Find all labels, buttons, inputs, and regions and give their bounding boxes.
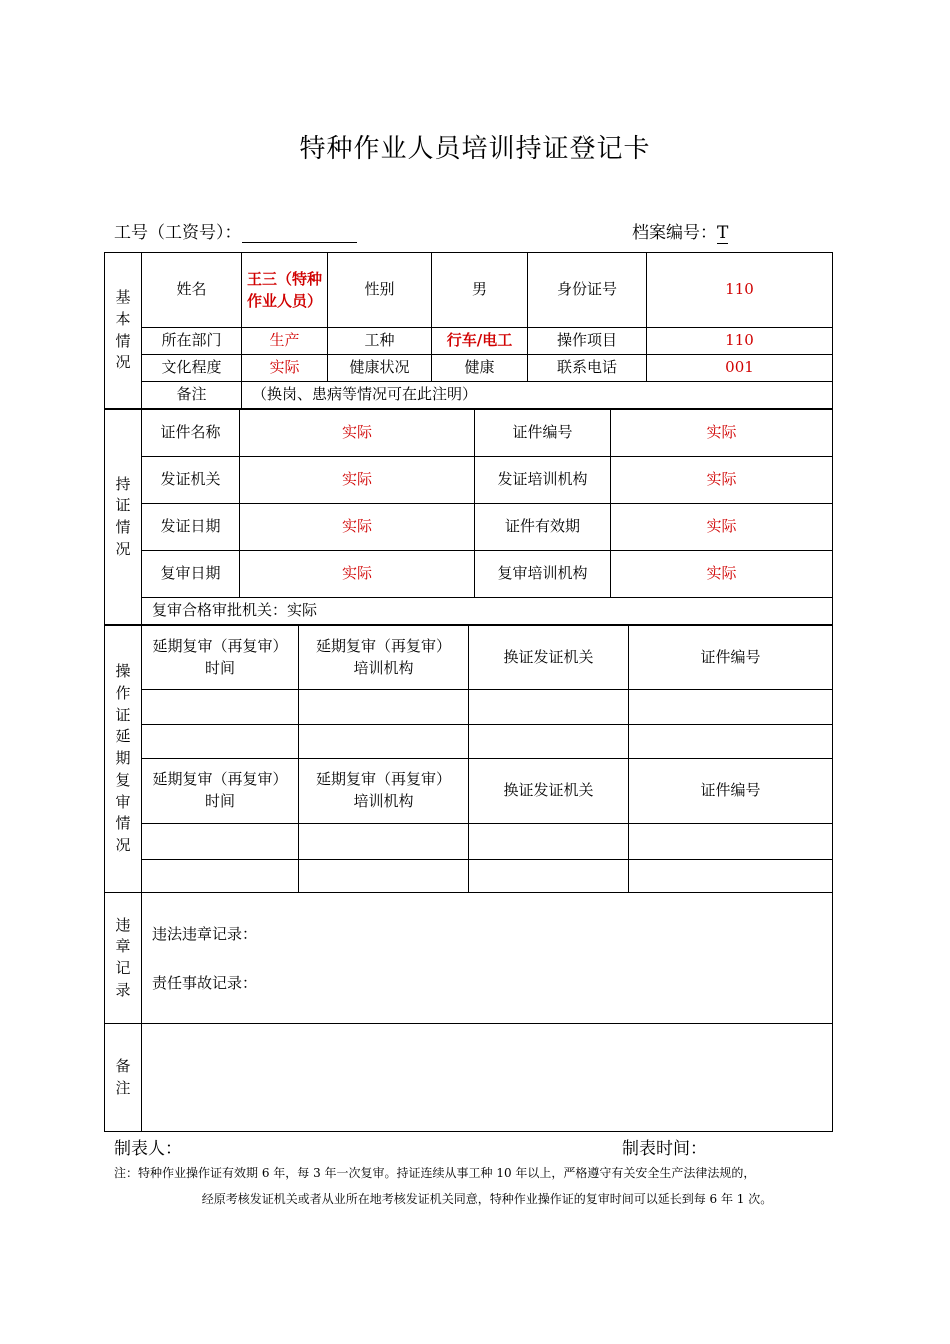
work-number-field — [114, 218, 357, 243]
health-label: 健康状况 — [328, 355, 432, 382]
extension-cell[interactable] — [469, 725, 629, 759]
extension-cell[interactable] — [299, 725, 469, 759]
name-value[interactable]: 王三（特种作业人员） — [242, 253, 328, 328]
remark-label: 备注 — [142, 382, 242, 409]
review-org-value[interactable]: 实际 — [611, 551, 833, 598]
accident-record-label: 责任事故记录： — [152, 974, 258, 992]
work-number-value[interactable] — [242, 222, 357, 243]
review-org-label: 复审培训机构 — [475, 551, 611, 598]
department-label: 所在部门 — [142, 328, 242, 355]
gender-value[interactable]: 男 — [432, 253, 528, 328]
cert-number-label: 证件编号 — [475, 410, 611, 457]
cert-number-value[interactable]: 实际 — [611, 410, 833, 457]
name-label: 姓名 — [142, 253, 242, 328]
violation-section-label: 违 章 记 录 — [105, 893, 142, 1024]
file-number-field — [632, 218, 728, 244]
gender-label: 性别 — [328, 253, 432, 328]
file-number-label: 档案编号： — [632, 223, 717, 243]
trade-label: 工种 — [328, 328, 432, 355]
operation-value[interactable]: 110 — [647, 328, 833, 355]
violation-record-label: 违法违章记录： — [152, 925, 258, 943]
id-number-value[interactable]: 110 — [647, 253, 833, 328]
remarks-table — [104, 1023, 833, 1132]
extension-cell[interactable] — [469, 824, 629, 860]
remark-value[interactable]: （换岗、患病等情况可在此注明） — [242, 382, 833, 409]
extension-cell[interactable] — [629, 690, 833, 725]
extension-cell[interactable] — [629, 860, 833, 893]
footnote-line-2: 经原考核发证机关或者从业所在地考核发证机关同意，特种作业操作证的复审时间可以延长到每 6 年 1 次。 — [201, 1192, 773, 1206]
reissue-authority-header: 换证发证机关 — [469, 626, 629, 690]
extension-org-header: 延期复审（再复审） 培训机构 — [299, 759, 469, 824]
extension-cell[interactable] — [299, 824, 469, 860]
review-date-label: 复审日期 — [142, 551, 240, 598]
review-approval[interactable]: 复审合格审批机关：实际 — [142, 598, 833, 625]
remarks-content[interactable] — [142, 1024, 833, 1132]
extension-cell[interactable] — [142, 725, 299, 759]
work-number-label: 工号（工资号）： — [114, 223, 242, 243]
extension-cert-number-header: 证件编号 — [629, 759, 833, 824]
extension-cell[interactable] — [142, 860, 299, 893]
violation-records[interactable] — [142, 893, 833, 1024]
extension-cell[interactable] — [299, 860, 469, 893]
cert-name-value[interactable]: 实际 — [240, 410, 475, 457]
extension-cell[interactable] — [469, 690, 629, 725]
issue-date-value[interactable]: 实际 — [240, 504, 475, 551]
validity-value[interactable]: 实际 — [611, 504, 833, 551]
extension-org-header: 延期复审（再复审） 培训机构 — [299, 626, 469, 690]
file-number-value[interactable]: T — [717, 223, 729, 243]
reissue-authority-header: 换证发证机关 — [469, 759, 629, 824]
extension-time-header: 延期复审（再复审） 时间 — [142, 626, 299, 690]
extension-section-label: 操 作 证 延 期 复 审 情 况 — [105, 626, 142, 893]
phone-value[interactable]: 001 — [647, 355, 833, 382]
cert-name-label: 证件名称 — [142, 410, 240, 457]
education-label: 文化程度 — [142, 355, 242, 382]
extension-cert-number-header: 证件编号 — [629, 626, 833, 690]
extension-time-header: 延期复审（再复审） 时间 — [142, 759, 299, 824]
violation-table — [104, 892, 833, 1024]
id-number-label: 身份证号 — [528, 253, 647, 328]
extension-cell[interactable] — [629, 725, 833, 759]
issue-date-label: 发证日期 — [142, 504, 240, 551]
department-value[interactable]: 生产 — [242, 328, 328, 355]
extension-cell[interactable] — [142, 690, 299, 725]
issuing-authority-label: 发证机关 — [142, 457, 240, 504]
extension-cell[interactable] — [299, 690, 469, 725]
certificate-table — [104, 409, 833, 625]
training-org-label: 发证培训机构 — [475, 457, 611, 504]
basic-section-label: 基 本 情 况 — [105, 253, 142, 409]
extension-cell[interactable] — [142, 824, 299, 860]
maker-label: 制表人： — [114, 1139, 182, 1159]
extension-table — [104, 625, 833, 893]
extension-cell[interactable] — [469, 860, 629, 893]
validity-label: 证件有效期 — [475, 504, 611, 551]
health-value[interactable]: 健康 — [432, 355, 528, 382]
phone-label: 联系电话 — [528, 355, 647, 382]
footnote — [114, 1160, 840, 1212]
education-value[interactable]: 实际 — [242, 355, 328, 382]
basic-info-table — [104, 252, 833, 409]
trade-value[interactable]: 行车/电工 — [432, 328, 528, 355]
issuing-authority-value[interactable]: 实际 — [240, 457, 475, 504]
page-title: 特种作业人员培训持证登记卡 — [299, 134, 651, 164]
make-time-label: 制表时间： — [622, 1139, 707, 1159]
review-date-value[interactable]: 实际 — [240, 551, 475, 598]
remarks-section-label: 备 注 — [105, 1024, 142, 1132]
certificate-section-label: 持 证 情 况 — [105, 410, 142, 625]
extension-cell[interactable] — [629, 824, 833, 860]
operation-label: 操作项目 — [528, 328, 647, 355]
training-org-value[interactable]: 实际 — [611, 457, 833, 504]
footnote-line-1: 注：特种作业操作证有效期 6 年，每 3 年一次复审。持证连续从事工种 10 年以上，严格遵守有关安全生产法律法规的， — [114, 1166, 756, 1180]
